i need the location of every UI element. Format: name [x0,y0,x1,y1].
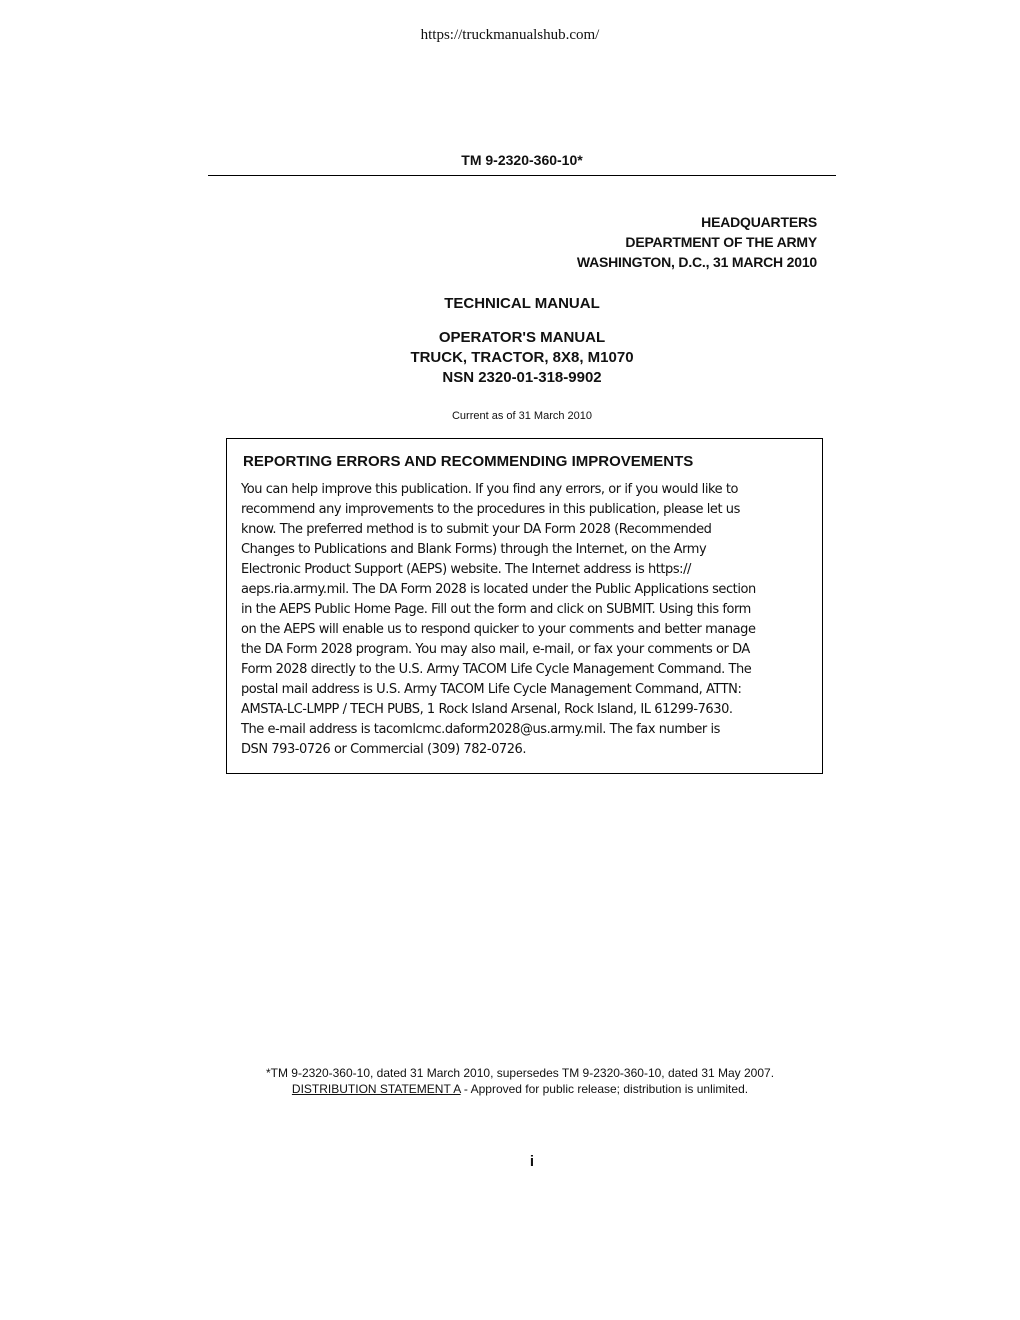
reporting-errors-box [226,438,823,774]
body-line: in the AEPS Public Home Page. Fill out the form and click on SUBMIT. Using this form [241,602,751,617]
distribution-statement [0,1081,1020,1097]
supersedes-note: *TM 9-2320-360-10, dated 31 March 2010, supersedes TM 9-2320-360-10, dated 31 May 2007. [265,1066,775,1080]
footnote [0,1065,1020,1097]
reporting-body [241,480,821,760]
location-date-line: WASHINGTON, D.C., 31 MARCH 2010 [576,254,817,270]
headquarters-line: HEADQUARTERS [701,214,817,230]
vehicle-title: TRUCK, TRACTOR, 8X8, M1070 [410,349,634,366]
manual-title: OPERATOR'S MANUAL [438,329,606,346]
distribution-statement-text: - Approved for public release; distribution is unlimited. [460,1082,749,1096]
body-line: Form 2028 directly to the U.S. Army TACOM Life Cycle Management Command. The [241,662,752,677]
body-line: The e-mail address is tacomlcmc.daform2028@us.army.mil. The fax number is [241,722,720,737]
body-line: know. The preferred method is to submit your DA Form 2028 (Recommended [241,522,712,537]
body-line: You can help improve this publication. If you find any errors, or if you would like to [241,482,738,497]
body-line: DSN 793-0726 or Commercial (309) 782-0726. [241,742,527,757]
body-line: recommend any improvements to the procedures in this publication, please let us [241,502,740,517]
headquarters-block [577,212,817,272]
manual-type: TECHNICAL MANUAL [444,295,600,312]
body-line: on the AEPS will enable us to respond quicker to your comments and better manage [241,622,756,637]
body-line: the DA Form 2028 program. You may also mail, e-mail, or fax your comments or DA [241,642,750,657]
page-number: i [529,1153,535,1170]
header-rule [208,175,836,176]
distribution-statement-label: DISTRIBUTION STATEMENT A [291,1082,461,1096]
source-url: https://truckmanualshub.com/ [420,27,600,43]
department-line: DEPARTMENT OF THE ARMY [625,234,817,250]
body-line: aeps.ria.army.mil. The DA Form 2028 is located under the Public Applications section [241,582,756,597]
body-line: Electronic Product Support (AEPS) website. The Internet address is https:// [241,562,691,577]
body-line: AMSTA-LC-LMPP / TECH PUBS, 1 Rock Island Arsenal, Rock Island, IL 61299-7630. [241,702,733,717]
tm-number: TM 9-2320-360-10* [461,152,583,168]
reporting-heading: REPORTING ERRORS AND RECOMMENDING IMPROVEMENTS [243,453,694,470]
current-as-of: Current as of 31 March 2010 [451,410,593,422]
body-line: Changes to Publications and Blank Forms) through the Internet, on the Army [241,542,707,557]
nsn-number: NSN 2320-01-318-9902 [442,369,602,386]
title-block [208,328,836,388]
body-line: postal mail address is U.S. Army TACOM Life Cycle Management Command, ATTN: [241,682,742,697]
